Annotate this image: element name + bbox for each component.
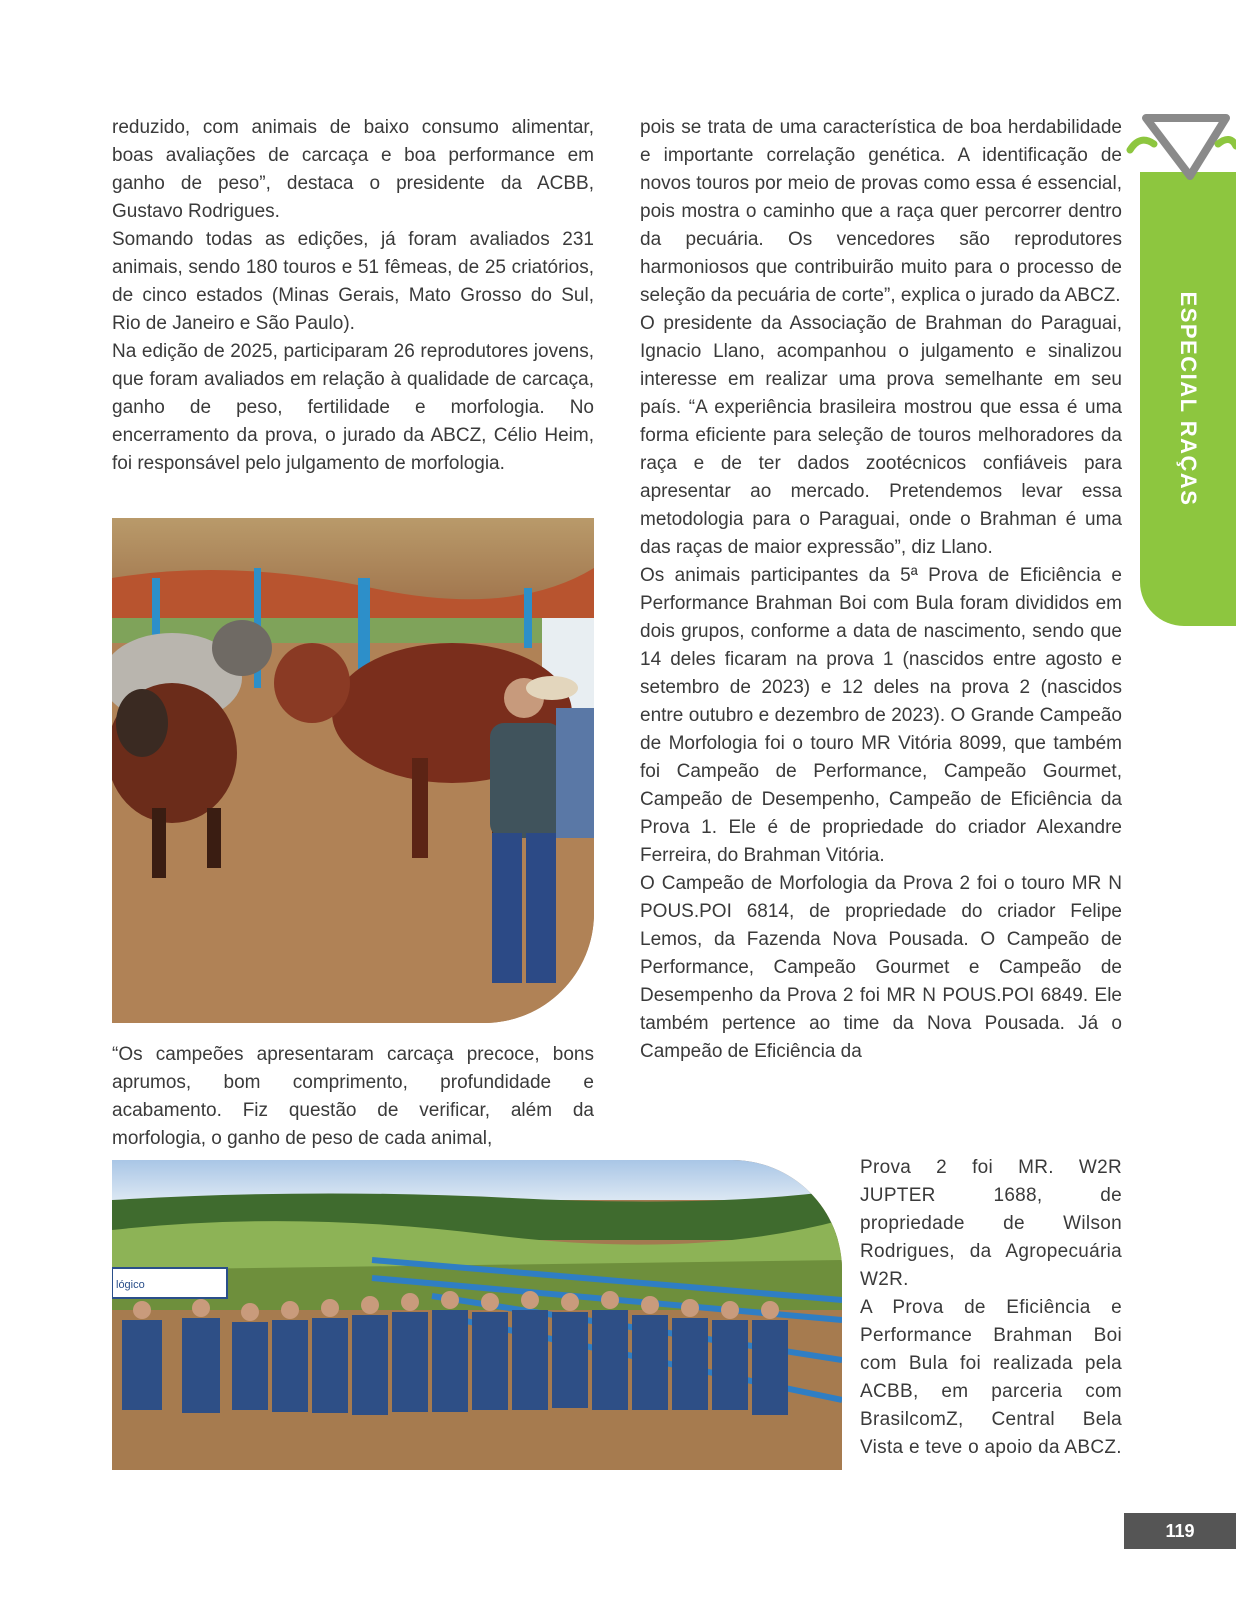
right-column xyxy=(640,114,1122,1066)
bulls-photo xyxy=(112,518,594,1023)
paragraph: Somando todas as edições, já foram avaliados 231 animais, sendo 180 touros e 51 fêmeas, de 25 criatórios, de cinco estados (Minas Gerais, Mato Grosso do Sul, Rio de Janeiro e São Paulo). xyxy=(112,229,594,334)
paragraph: A Prova de Eficiência e Performance Brahman Boi com Bula foi realizada pela ACBB, em parceria com BrasilcomZ, Central Bela Vista e teve o apoio da ABCZ. xyxy=(860,1297,1122,1458)
emblem-icon xyxy=(1126,110,1236,190)
paragraph: pois se trata de uma característica de boa herdabilidade e importante correlação genética. A identificação de novos touros por meio de provas como essa é essencial, pois mostra o caminho que a raça quer percorrer dentro da pecuária. Os vencedores são reprodutores harmoniosos que contribuirão muito para o processo de seleção da pecuária de corte”, explica o jurado da ABCZ. xyxy=(640,117,1122,306)
paragraph: reduzido, com animais de baixo consumo alimentar, boas avaliações de carcaça e boa performance em ganho de peso”, destaca o presidente da ACBB, Gustavo Rodrigues. xyxy=(112,117,594,222)
paragraph: O presidente da Associação de Brahman do Paraguai, Ignacio Llano, acompanhou o julgamento e sinalizou interesse em realizar uma prova semelhante em seu país. “A experiência brasileira mostrou que essa é uma forma eficiente para seleção de touros melhoradores da raça e de ter dados zootécnicos confiáveis para apresentar ao mercado. Pretendemos levar essa metodologia para o Paraguai, onde o Brahman é uma das raças de maior expressão”, diz Llano. xyxy=(640,313,1122,558)
paragraph: Na edição de 2025, participaram 26 reprodutores jovens, que foram avaliados em relação à qualidade de carcaça, ganho de peso, fertilidade e morfologia. No encerramento da prova, o jurado da ABCZ, Célio Heim, foi responsável pelo julgamento de morfologia. xyxy=(112,341,594,474)
section-tab-label: ESPECIAL RAÇAS xyxy=(1176,291,1201,507)
banner-text: lógico xyxy=(116,1279,145,1291)
paragraph: “Os campeões apresentaram carcaça precoce, bons aprumos, bom comprimento, profundidade e acabamento. Fiz questão de verificar, além da morfologia, o ganho de peso de cada animal, xyxy=(112,1044,594,1149)
group-photo xyxy=(112,1160,842,1470)
left-column-top xyxy=(112,114,594,478)
left-column-bottom xyxy=(112,1041,594,1153)
right-column-narrow xyxy=(860,1154,1122,1462)
page-number: 119 xyxy=(1124,1513,1236,1549)
paragraph: O Campeão de Morfologia da Prova 2 foi o touro MR N POUS.POI 6814, de propriedade do criador Felipe Lemos, da Fazenda Nova Pousada. O Campeão de Performance, Campeão Gourmet e Campeão de Desempenho da Prova 2 foi MR N POUS.POI 6849. Ele também pertence ao time da Nova Pousada. Já o Campeão de Eficiência da xyxy=(640,873,1122,1062)
paragraph: Prova 2 foi MR. W2R JUPTER 1688, de propriedade de Wilson Rodrigues, da Agropecuária W2R. xyxy=(860,1157,1122,1290)
section-tab xyxy=(1140,172,1236,626)
paragraph: Os animais participantes da 5ª Prova de Eficiência e Performance Brahman Boi com Bula foram divididos em dois grupos, conforme a data de nascimento, sendo que 14 deles ficaram na prova 1 (nascidos entre agosto e setembro de 2023) e 12 deles na prova 2 (nascidos entre outubro e dezembro de 2023). O Grande Campeão de Morfologia foi o touro MR Vitória 8099, que também foi Campeão de Performance, Campeão Gourmet, Campeão de Desempenho, Campeão de Eficiência da Prova 1. Ele é de propriedade do criador Alexandre Ferreira, do Brahman Vitória. xyxy=(640,565,1122,866)
